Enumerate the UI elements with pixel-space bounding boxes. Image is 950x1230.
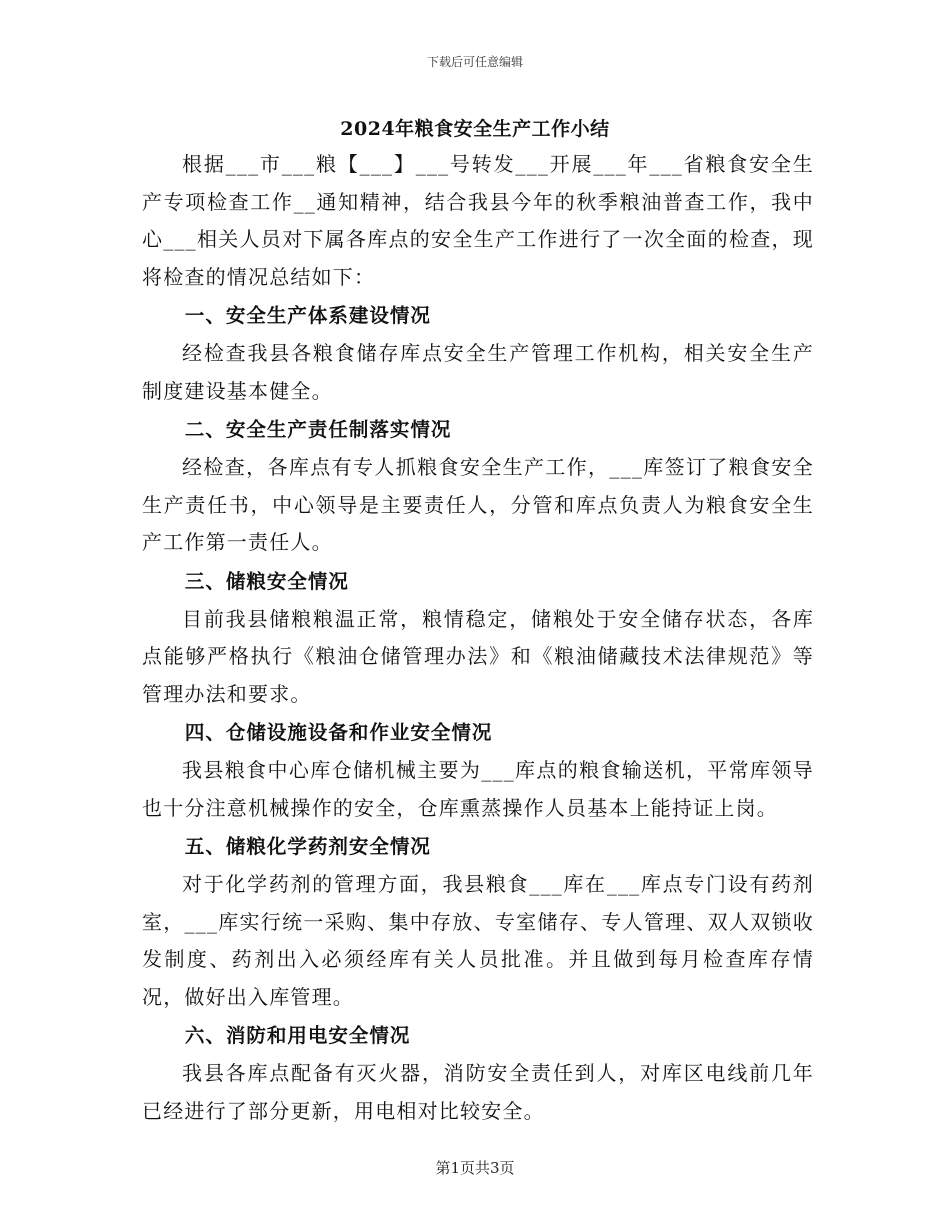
section-heading-6: 六、消防和用电安全情况 xyxy=(184,1024,411,1047)
section-heading-1: 一、安全生产体系建设情况 xyxy=(184,304,431,327)
page-number: 第1页共3页 xyxy=(435,1159,515,1177)
section-body-4: 我县粮食中心库仓储机械主要为___库点的粮食输送机，平常库领导也十分注意机械操作的安全，仓库熏蒸操作人员基本上能持证上岗。 xyxy=(142,758,814,820)
page-header-note: 下载后可任意编辑 xyxy=(426,55,523,69)
document-body xyxy=(142,146,814,1130)
section-body-6: 我县各库点配备有灭火器，消防安全责任到人，对库区电线前几年已经进行了部分更新，用电相对比较安全。 xyxy=(142,1061,814,1123)
document-title: 2024年粮食安全生产工作小结 xyxy=(340,118,610,140)
section-body-5: 对于化学药剂的管理方面，我县粮食___库在___库点专门设有药剂室，___库实行统一采购、集中存放、专室储存、专人管理、双人双锁收发制度、药剂出入必须经库有关人员批准。并且做到每月检查库存情况，做好出入库管理。 xyxy=(142,872,814,1009)
section-heading-2: 二、安全生产责任制落实情况 xyxy=(184,418,452,441)
section-body-3: 目前我县储粮粮温正常，粮情稳定，储粮处于安全储存状态，各库点能够严格执行《粮油仓储管理办法》和《粮油储藏技术法律规范》等管理办法和要求。 xyxy=(142,606,814,706)
section-heading-3: 三、储粮安全情况 xyxy=(184,569,349,593)
section-heading-4: 四、仓储设施设备和作业安全情况 xyxy=(184,721,493,744)
intro-paragraph: 根据___市___粮【___】___号转发___开展___年___省粮食安全生产专项检查工作__通知精神，结合我县今年的秋季粮油普查工作，我中心___相关人员对下属各库点的安全生产工作进行了一次全面的检查，现将检查的情况总结如下： xyxy=(142,152,814,289)
section-body-1: 经检查我县各粮食储存库点安全生产管理工作机构，相关安全生产制度建设基本健全。 xyxy=(142,341,814,403)
section-heading-5: 五、储粮化学药剂安全情况 xyxy=(184,835,431,858)
section-body-2: 经检查，各库点有专人抓粮食安全生产工作，___库签订了粮食安全生产责任书，中心领导是主要责任人，分管和库点负责人为粮食安全生产工作第一责任人。 xyxy=(142,455,814,554)
